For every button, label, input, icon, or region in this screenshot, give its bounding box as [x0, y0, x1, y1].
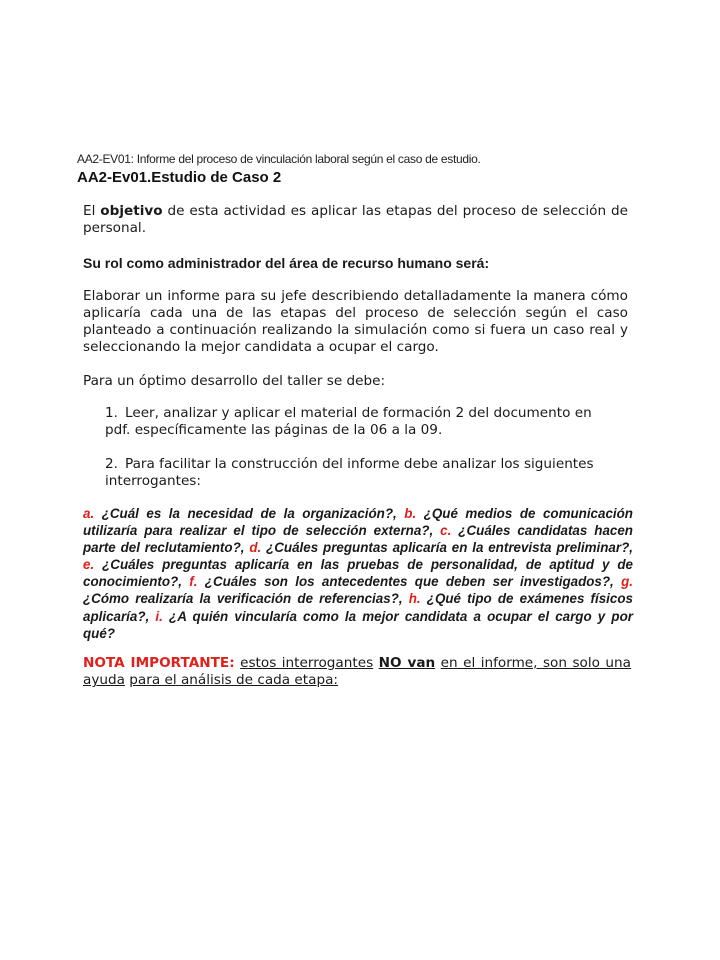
- note-part: estos interrogantes: [240, 655, 374, 671]
- list-number: 2.: [105, 456, 118, 472]
- question-text: ¿Cuáles candidatas hacen parte del reclutamiento?,: [83, 523, 633, 556]
- question-text: ¿Qué medios de comunicación utilizaría para realizar el tipo de selección externa?,: [83, 506, 633, 539]
- list-item: [105, 456, 620, 490]
- taller-intro: Para un óptimo desarrollo del taller se debe:: [83, 373, 386, 389]
- note-label: NOTA IMPORTANTE:: [83, 655, 235, 671]
- question-letter: d.: [249, 540, 262, 556]
- role-heading: Su rol como administrador del área de recurso humano será:: [83, 255, 490, 271]
- question-letter: i.: [155, 608, 163, 624]
- intro-rest: de esta actividad es aplicar las etapas del proceso de selección de personal.: [83, 203, 629, 236]
- intro-paragraph: [83, 203, 628, 237]
- question-text: ¿Qué tipo de exámenes físicos aplicaría?,: [83, 591, 633, 624]
- activity-header: AA2-EV01: Informe del proceso de vinculación laboral según el caso de estudio.: [77, 152, 481, 166]
- important-note: [83, 655, 631, 689]
- note-ayuda: ayuda: [83, 672, 125, 688]
- list-number: 1.: [105, 405, 118, 421]
- question-text: ¿Cuáles son los antecedentes que deben ser investigados?,: [204, 574, 614, 590]
- list-item: [105, 405, 620, 439]
- question-text: ¿A quién vincularía como la mejor candidata a ocupar el cargo y por qué?: [83, 608, 633, 641]
- intro-objetivo: objetivo: [100, 203, 163, 219]
- question-letter: a.: [83, 506, 95, 521]
- question-text: ¿Cuál es la necesidad de la organización?,: [101, 506, 397, 521]
- note-part: para el análisis de cada etapa:: [129, 672, 338, 688]
- question-letter: c.: [440, 523, 452, 539]
- question-letter: b.: [404, 506, 417, 521]
- question-letter: g.: [621, 574, 633, 590]
- question-text: ¿Cómo realizaría la verificación de referencias?,: [83, 591, 403, 607]
- question-letter: e.: [83, 557, 95, 573]
- questions-block: [83, 505, 633, 642]
- note-part: en el informe, son solo una: [440, 655, 631, 671]
- intro-word-el: El: [83, 203, 96, 219]
- list-text: Leer, analizar y aplicar el material de formación 2 del documento en pdf. específicamente las páginas de la 06 a la 09.: [105, 405, 592, 438]
- question-letter: h.: [408, 591, 421, 607]
- question-text: ¿Cuáles preguntas aplicaría en las pruebas de personalidad, de aptitud y de conocimiento?,: [83, 557, 633, 590]
- note-no-van: NO van: [378, 655, 436, 671]
- question-letter: f.: [189, 574, 198, 590]
- question-text: ¿Cuáles preguntas aplicaría en la entrevista preliminar?,: [266, 540, 633, 556]
- task-paragraph: Elaborar un informe para su jefe describiendo detalladamente la manera cómo aplicaría cada una de las etapas del proceso de selección según el caso planteado a continuación realizando la simulación como si fuera un caso real y seleccionando la mejor candidata a ocupar el cargo.: [83, 288, 628, 355]
- document-title: AA2-Ev01.Estudio de Caso 2: [77, 169, 282, 186]
- list-text: Para facilitar la construcción del informe debe analizar los siguientes interrogantes:: [105, 456, 594, 489]
